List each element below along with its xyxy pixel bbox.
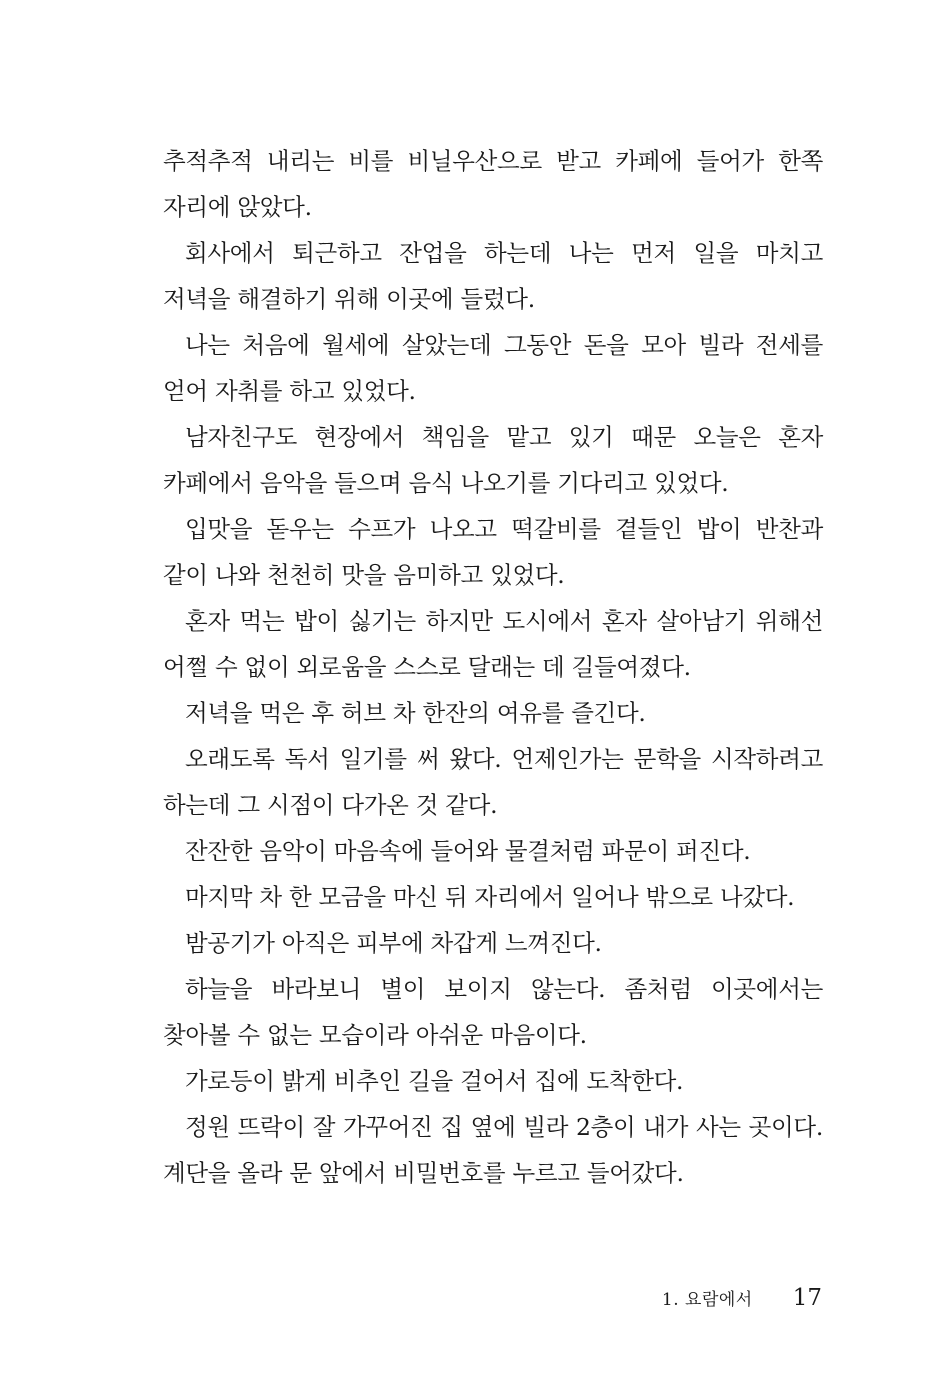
paragraph-14: 정원 뜨락이 잘 가꾸어진 집 옆에 빌라 2층이 내가 사는 곳이다. 계단을 올라 문 앞에서 비밀번호를 누르고 들어갔다. — [163, 1113, 823, 1187]
page-footer — [662, 1285, 822, 1311]
paragraph-10: 마지막 차 한 모금을 마신 뒤 자리에서 일어나 밖으로 나갔다. — [185, 883, 795, 911]
page-body — [163, 138, 823, 1196]
paragraph-6: 혼자 먹는 밥이 싫기는 하지만 도시에서 혼자 살아남기 위해선 어쩔 수 없이 외로움을 스스로 달래는 데 길들여졌다. — [163, 607, 823, 681]
paragraph-12: 하늘을 바라보니 별이 보이지 않는다. 좀처럼 이곳에서는 찾아볼 수 없는 모습이라 아쉬운 마음이다. — [163, 975, 823, 1049]
paragraph-11: 밤공기가 아직은 피부에 차갑게 느껴진다. — [185, 929, 602, 957]
paragraph-1: 추적추적 내리는 비를 비닐우산으로 받고 카페에 들어가 한쪽 자리에 앉았다. — [163, 147, 823, 221]
chapter-title: 1. 요람에서 — [661, 1290, 753, 1310]
paragraph-9: 잔잔한 음악이 마음속에 들어와 물결처럼 파문이 퍼진다. — [185, 837, 751, 865]
paragraph-4: 남자친구도 현장에서 책임을 맡고 있기 때문 오늘은 혼자 카페에서 음악을 들으며 음식 나오기를 기다리고 있었다. — [163, 423, 823, 497]
paragraph-13: 가로등이 밝게 비추인 길을 걸어서 집에 도착한다. — [185, 1067, 684, 1095]
paragraph-2: 회사에서 퇴근하고 잔업을 하는데 나는 먼저 일을 마치고 저녁을 해결하기 위해 이곳에 들렀다. — [163, 239, 823, 313]
paragraph-7: 저녁을 먹은 후 허브 차 한잔의 여유를 즐긴다. — [185, 699, 646, 727]
page-number: 17 — [792, 1285, 822, 1311]
paragraph-3: 나는 처음에 월세에 살았는데 그동안 돈을 모아 빌라 전세를 얻어 자취를 하고 있었다. — [163, 331, 823, 405]
paragraph-8: 오래도록 독서 일기를 써 왔다. 언제인가는 문학을 시작하려고 하는데 그 시점이 다가온 것 같다. — [163, 745, 823, 819]
paragraph-5: 입맛을 돋우는 수프가 나오고 떡갈비를 곁들인 밥이 반찬과 같이 나와 천천히 맛을 음미하고 있었다. — [163, 515, 823, 589]
